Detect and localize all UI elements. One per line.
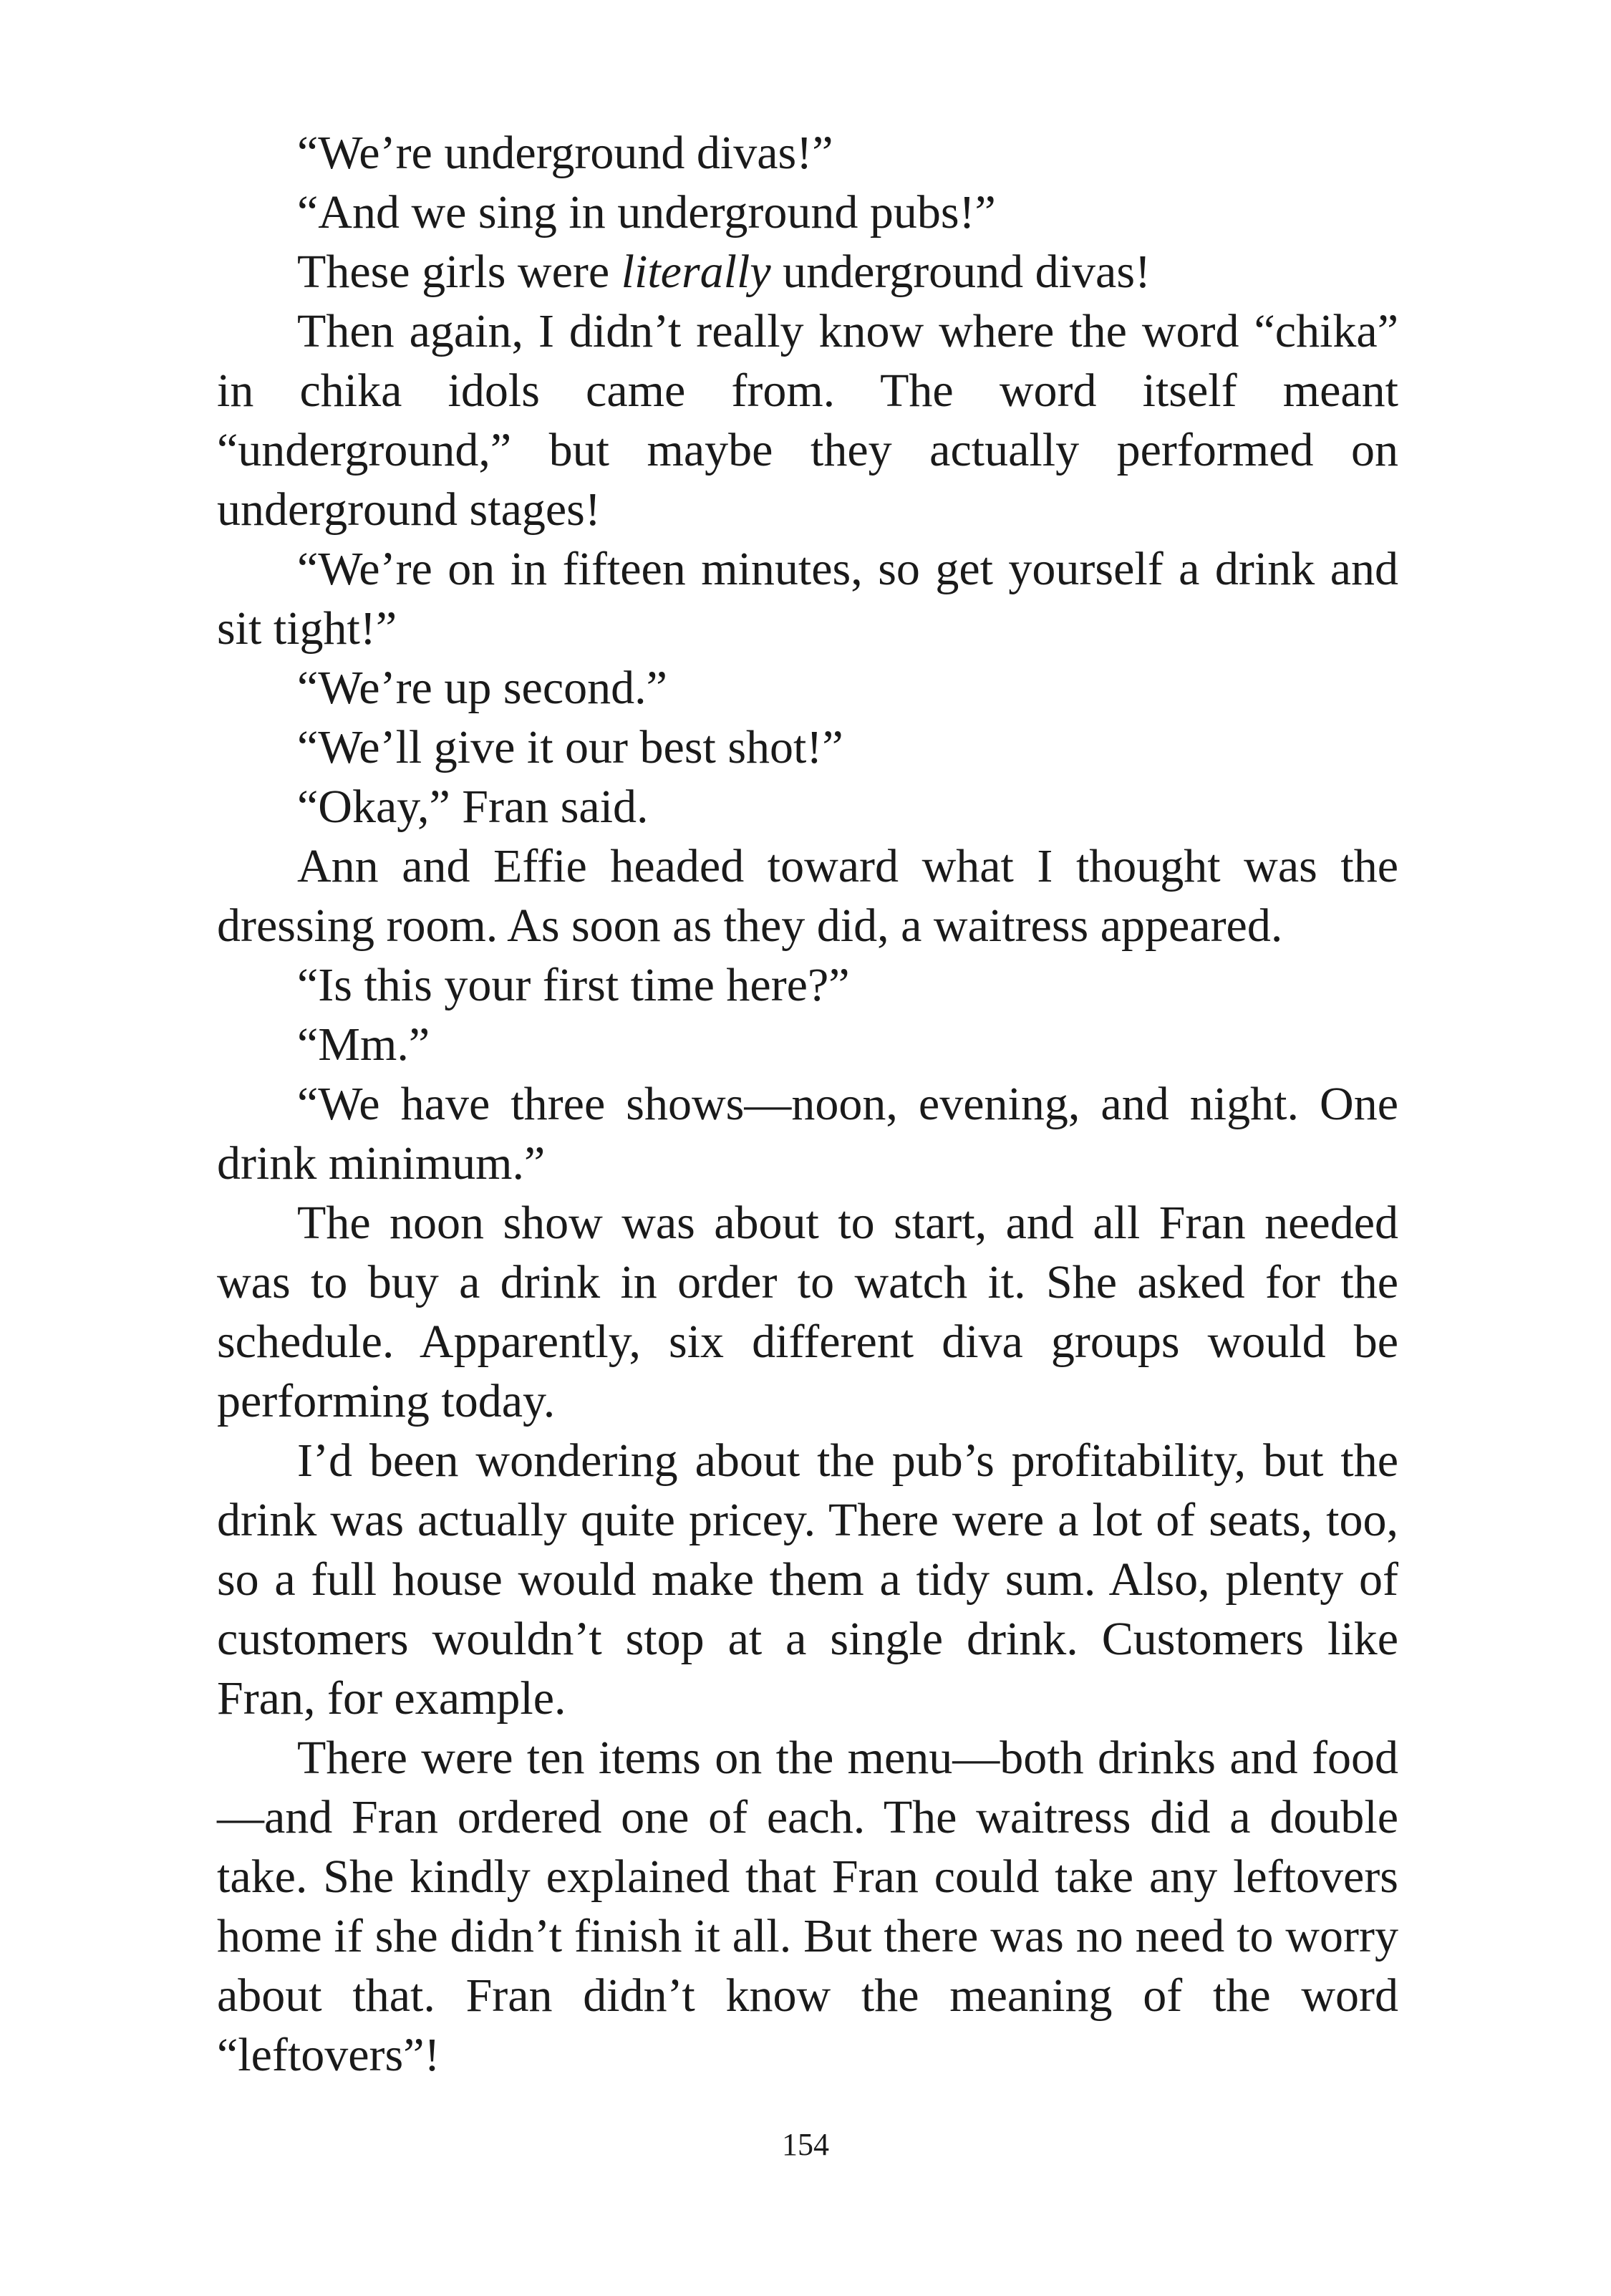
paragraph: “We’re on in fifteen minutes, so get yourself a drink and sit tight!” [217, 543, 1398, 655]
paragraph: “We’re underground divas!” [297, 127, 833, 179]
paragraph: “Okay,” Fran said. [297, 781, 649, 833]
paragraph: There were ten items on the menu—both drinks and food—and Fran ordered one of each. The waitress did a double take. She kindly explained that Fran could take any leftovers home if she didn’t finish it all. But there was no need to worry about that. Fran didn’t know the meaning of the word “leftovers”! [217, 1732, 1398, 2081]
paragraph-text-after: underground divas! [770, 246, 1151, 298]
paragraph: “We’ll give it our best shot!” [297, 721, 843, 773]
paragraph: The noon show was about to start, and all Fran needed was to buy a drink in order to watch it. She asked for the schedule. Apparently, six different diva groups would be performing today. [217, 1197, 1398, 1427]
paragraph: “We’re up second.” [297, 662, 667, 714]
paragraph: “We have three shows—noon, evening, and night. One drink minimum.” [217, 1078, 1398, 1190]
paragraph-text-before: These girls were [297, 246, 621, 298]
paragraph: “And we sing in underground pubs!” [297, 186, 996, 238]
paragraph: I’d been wondering about the pub’s profitability, but the drink was actually quite pricey. There were a lot of seats, too, so a full house would make them a tidy sum. Also, plenty of customers wouldn’t stop at a single drink. Customers like Fran, for example. [217, 1434, 1398, 1725]
paragraph: Then again, I didn’t really know where the word “chika” in chika idols came from. The word itself meant “underground,” but maybe they actually performed on underground stages! [217, 305, 1398, 536]
body-text [217, 123, 1398, 2085]
paragraph: Ann and Effie headed toward what I thought was the dressing room. As soon as they did, a waitress appeared. [217, 840, 1398, 952]
emphasis-text: literally [621, 246, 771, 298]
paragraph: “Mm.” [297, 1018, 430, 1071]
page-number: 154 [782, 2127, 829, 2162]
paragraph: “Is this your first time here?” [297, 959, 850, 1011]
paragraph-with-emphasis [217, 242, 1398, 302]
